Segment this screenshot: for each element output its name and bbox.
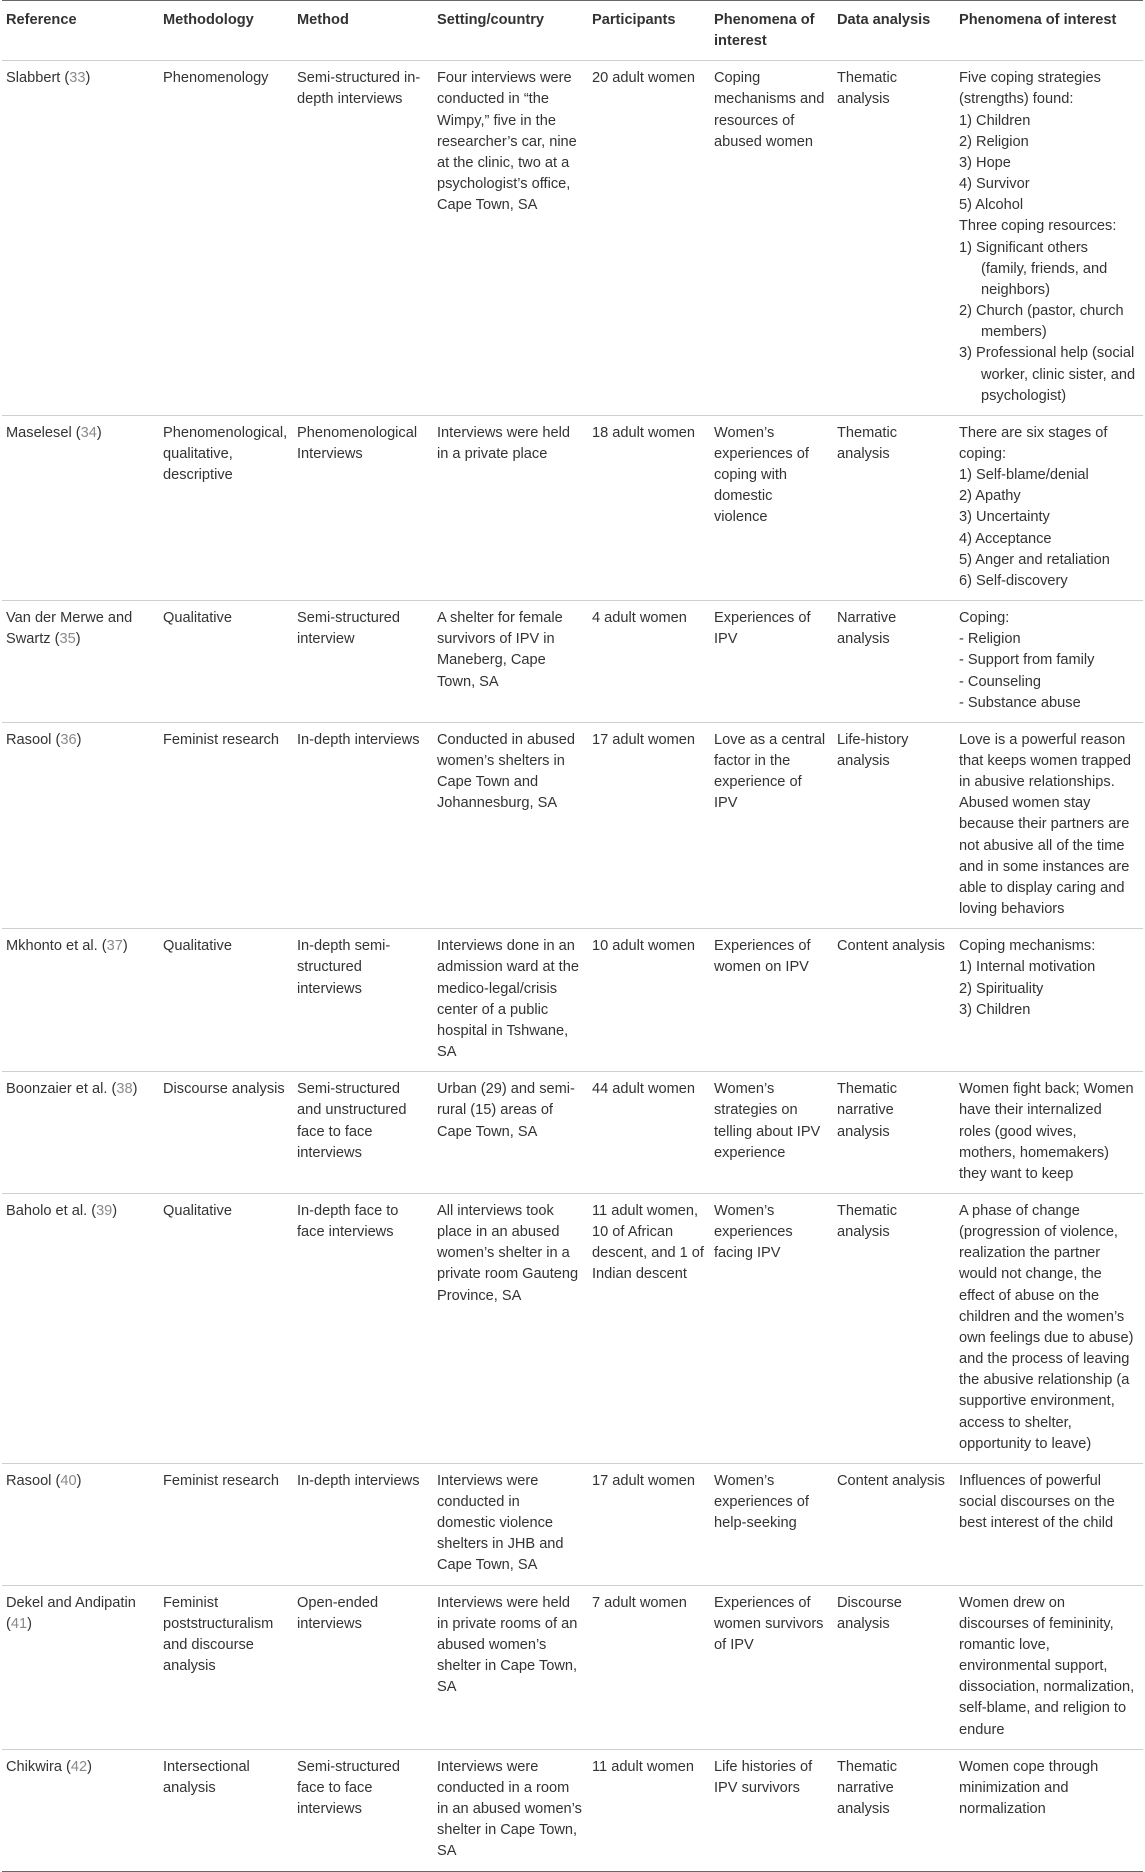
cell-phenomena: Women’s experiences of help-seeking [710,1463,833,1585]
cell-methodology: Feminist research [159,1463,293,1585]
cell-setting: Urban (29) and semi-rural (15) areas of Cape Town, SA [433,1072,588,1194]
findings-line: 2) Religion [959,133,1029,150]
cell-reference: Baholo et al. (39) [2,1193,159,1463]
reference-number-link[interactable]: 41 [10,1615,28,1632]
findings-line: Coping mechanisms: [959,938,1096,955]
cell-participants: 20 adult women [588,61,710,416]
cell-data-analysis: Thematic analysis [833,1193,955,1463]
cell-reference: Rasool (40) [2,1463,159,1585]
cell-phenomena: Love as a central factor in the experience of IPV [710,722,833,928]
header-row [2,1,1143,61]
cell-findings [955,1193,1143,1463]
reference-number-link[interactable]: 34 [80,424,97,441]
header-method: Method [293,1,433,61]
cell-method: Semi-structured in-depth interviews [293,61,433,416]
cell-participants: 18 adult women [588,415,710,600]
findings-line: - Support from family [959,652,1095,669]
cell-participants: 44 adult women [588,1072,710,1194]
cell-data-analysis: Thematic narrative analysis [833,1749,955,1871]
reference-number-link[interactable]: 36 [60,731,77,748]
cell-reference: Rasool (36) [2,722,159,928]
cell-findings [955,1463,1143,1585]
reference-number-link[interactable]: 42 [70,1758,88,1775]
cell-participants: 7 adult women [588,1585,710,1749]
table-row [2,61,1143,416]
table-row [2,601,1143,723]
findings-line: 5) Anger and retaliation [959,551,1110,568]
cell-participants: 10 adult women [588,929,710,1072]
cell-method: Open-ended interviews [293,1585,433,1749]
findings-line: 1) Self-blame/denial [959,467,1089,484]
cell-data-analysis: Discourse analysis [833,1585,955,1749]
findings-line: - Counseling [959,673,1041,690]
cell-reference: Chikwira (42) [2,1749,159,1871]
cell-findings [955,1749,1143,1871]
reference-number-link[interactable]: 37 [106,938,123,955]
table-body [2,61,1143,1871]
reference-number-link[interactable]: 33 [69,70,86,87]
cell-method: Semi-structured face to face interviews [293,1749,433,1871]
reference-author: Slabbert [6,70,61,87]
findings-line: 5) Alcohol [959,197,1024,214]
cell-setting: Interviews were conducted in domestic violence shelters in JHB and Cape Town, SA [433,1463,588,1585]
cell-setting: Conducted in abused women’s shelters in Cape Town and Johannesburg, SA [433,722,588,928]
cell-methodology: Feminist research [159,722,293,928]
cell-methodology: Intersectional analysis [159,1749,293,1871]
cell-methodology: Phenomenological, qualitative, descriptive [159,415,293,600]
findings-line: A phase of change (progression of violence, realization the partner would not change, the effect of abuse on the children and the women’s own feelings due to abuse) and the process of leaving the abusive relationship (a supportive environment, access to shelter, opportunity to leave) [959,1202,1134,1452]
cell-phenomena: Women’s experiences of coping with domestic violence [710,415,833,600]
cell-method: In-depth face to face interviews [293,1193,433,1463]
cell-phenomena: Women’s strategies on telling about IPV experience [710,1072,833,1194]
cell-findings [955,601,1143,723]
reference-author: Baholo et al. [6,1202,88,1219]
cell-reference: Maselesel (34) [2,415,159,600]
cell-data-analysis: Content analysis [833,1463,955,1585]
reference-author: Mkhonto et al. [6,938,98,955]
cell-reference: Van der Merwe and Swartz (35) [2,601,159,723]
table-row [2,415,1143,600]
table-row [2,1463,1143,1585]
findings-line: 2) Apathy [959,488,1021,505]
table-row [2,929,1143,1072]
reference-author: Van der Merwe and Swartz [6,610,133,648]
cell-reference: Dekel and Andipatin (41) [2,1585,159,1749]
cell-data-analysis: Thematic analysis [833,61,955,416]
cell-methodology: Feminist poststructuralism and discourse analysis [159,1585,293,1749]
cell-method: Semi-structured and unstructured face to face interviews [293,1072,433,1194]
cell-findings [955,929,1143,1072]
cell-methodology: Qualitative [159,929,293,1072]
cell-participants: 11 adult women [588,1749,710,1871]
cell-setting: A shelter for female survivors of IPV in Maneberg, Cape Town, SA [433,601,588,723]
header-reference: Reference [2,1,159,61]
findings-line: Coping: [959,610,1010,627]
cell-data-analysis: Life-history analysis [833,722,955,928]
reference-number-link[interactable]: 35 [59,631,76,648]
findings-line: 3) Professional help (social worker, clinic sister, and psychologist) [959,345,1136,404]
cell-setting: Interviews done in an admission ward at the medico-legal/crisis center of a public hospital in Tshwane, SA [433,929,588,1072]
findings-line: Women cope through minimization and normalization [959,1758,1099,1818]
cell-method: In-depth semi-structured interviews [293,929,433,1072]
cell-method: Phenomenological Interviews [293,415,433,600]
studies-table [2,0,1143,1872]
cell-findings [955,1072,1143,1194]
findings-line: - Religion [959,631,1021,648]
cell-data-analysis: Thematic analysis [833,415,955,600]
reference-number-link[interactable]: 40 [60,1472,77,1489]
findings-line: 1) Children [959,112,1031,129]
cell-data-analysis: Content analysis [833,929,955,1072]
cell-findings [955,722,1143,928]
cell-reference: Boonzaier et al. (38) [2,1072,159,1194]
cell-phenomena: Life histories of IPV survivors [710,1749,833,1871]
findings-line: - Substance abuse [959,694,1081,711]
cell-phenomena: Coping mechanisms and resources of abused women [710,61,833,416]
findings-line: 3) Hope [959,154,1011,171]
table-row [2,1193,1143,1463]
cell-reference: Slabbert (33) [2,61,159,416]
cell-participants: 17 adult women [588,722,710,928]
reference-number-link[interactable]: 39 [96,1202,113,1219]
reference-number-link[interactable]: 38 [116,1081,133,1098]
findings-line: 2) Spirituality [959,980,1044,997]
reference-author: Rasool [6,1472,52,1489]
reference-author: Boonzaier et al. [6,1081,108,1098]
cell-method: In-depth interviews [293,722,433,928]
cell-setting: All interviews took place in an abused women’s shelter in a private room Gauteng Province, SA [433,1193,588,1463]
findings-line: Women fight back; Women have their internalized roles (good wives, mothers, homemakers) they want to keep [959,1081,1134,1182]
findings-line: Five coping strategies (strengths) found: [959,70,1101,108]
table-row [2,722,1143,928]
findings-line: Women drew on discourses of femininity, romantic love, environmental support, dissociation, normalization, self-blame, and religion to endure [959,1594,1135,1738]
findings-line: Love is a powerful reason that keeps women trapped in abusive relationships. Abused women stay because their partners are not abusive all of the time and in some instances are able to display caring and loving behaviors [959,731,1131,918]
cell-participants: 11 adult women, 10 of African descent, and 1 of Indian descent [588,1193,710,1463]
reference-author: Dekel and Andipatin [6,1594,136,1611]
findings-line: 2) Church (pastor, church members) [959,303,1124,341]
cell-participants: 17 adult women [588,1463,710,1585]
cell-method: Semi-structured interview [293,601,433,723]
cell-setting: Interviews were held in private rooms of an abused women’s shelter in Cape Town, SA [433,1585,588,1749]
cell-methodology: Qualitative [159,601,293,723]
cell-findings [955,1585,1143,1749]
cell-data-analysis: Narrative analysis [833,601,955,723]
findings-line: 1) Significant others (family, friends, and neighbors) [959,239,1108,298]
header-findings: Phenomena of interest [955,1,1143,61]
cell-methodology: Phenomenology [159,61,293,416]
findings-line: 3) Children [959,1001,1031,1018]
cell-reference: Mkhonto et al. (37) [2,929,159,1072]
cell-phenomena: Experiences of women survivors of IPV [710,1585,833,1749]
findings-line: 4) Acceptance [959,530,1052,547]
cell-phenomena: Experiences of IPV [710,601,833,723]
findings-line: Three coping resources: [959,218,1117,235]
cell-setting: Interviews were conducted in a room in an abused women’s shelter in Cape Town, SA [433,1749,588,1871]
findings-line: There are six stages of coping: [959,424,1108,462]
cell-participants: 4 adult women [588,601,710,723]
table-row [2,1749,1143,1871]
header-phenomena: Phenomena of interest [710,1,833,61]
cell-setting: Four interviews were conducted in “the Wimpy,” five in the researcher’s car, nine at the clinic, two at a psychologist’s office, Cape Town, SA [433,61,588,416]
table-header [2,1,1143,61]
cell-methodology: Qualitative [159,1193,293,1463]
header-methodology: Methodology [159,1,293,61]
cell-methodology: Discourse analysis [159,1072,293,1194]
cell-setting: Interviews were held in a private place [433,415,588,600]
findings-line: 6) Self-discovery [959,572,1068,589]
reference-author: Chikwira [6,1758,62,1775]
cell-phenomena: Women’s experiences facing IPV [710,1193,833,1463]
cell-phenomena: Experiences of women on IPV [710,929,833,1072]
findings-line: 1) Internal motivation [959,959,1096,976]
table-row [2,1072,1143,1194]
cell-data-analysis: Thematic narrative analysis [833,1072,955,1194]
table-row [2,1585,1143,1749]
header-participants: Participants [588,1,710,61]
reference-author: Rasool [6,731,52,748]
findings-line: 3) Uncertainty [959,509,1050,526]
header-data-analysis: Data analysis [833,1,955,61]
reference-author: Maselesel [6,424,72,441]
cell-findings [955,415,1143,600]
cell-findings [955,61,1143,416]
findings-line: 4) Survivor [959,176,1030,193]
header-setting: Setting/country [433,1,588,61]
cell-method: In-depth interviews [293,1463,433,1585]
findings-line: Influences of powerful social discourses on the best interest of the child [959,1472,1115,1532]
